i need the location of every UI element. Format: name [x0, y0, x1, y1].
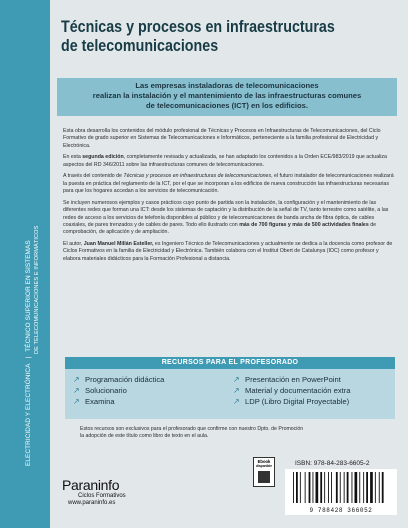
resources-right-column [233, 374, 351, 407]
publisher-name: Paraninfo [62, 477, 120, 493]
arrow-icon: ↗ [233, 397, 240, 406]
publisher-logo [62, 478, 126, 507]
note-line2: la adopción de este título como libro de texto en el aula. [80, 433, 209, 439]
barcode-number: 9 788428 366052 [309, 507, 373, 514]
paragraph-4 [63, 200, 395, 237]
author-intro: El autor, [63, 241, 84, 248]
ebook-sub: disponible [256, 464, 272, 468]
book-title-line1: Técnicas y procesos en infraestructuras [61, 17, 335, 36]
arrow-icon: ↗ [73, 386, 80, 395]
resource-item [233, 385, 351, 396]
resource-item [73, 396, 164, 407]
resource-item [233, 374, 351, 385]
arrow-icon: ↗ [73, 397, 80, 406]
banner-line3: de telecomunicaciones (ICT) en los edificios. [145, 101, 309, 110]
resource-label: Presentación en PowerPoint [245, 375, 341, 384]
teacher-resources-box [65, 357, 395, 419]
banner-line2: realizan la instalación y el mantenimiento de las infraestructuras comunes [92, 91, 362, 100]
publisher-tagline: Ciclos Formativos [78, 493, 126, 499]
arrow-icon: ↗ [233, 386, 240, 395]
resources-heading: RECURSOS PARA EL PROFESORADO [65, 357, 395, 369]
paragraph-1: Esta obra desarrolla los contenidos del módulo profesional de Técnicas y Procesos en Infraestructuras de Telecomunicaciones, del Ciclo Formativo de grado superior en Sistemas de Telecomunicaciones e Informáticos, perteneciente a la familia profesional de Electricidad y Electrónica. [63, 128, 381, 149]
book-title [61, 17, 338, 55]
paragraph-3-italic: Técnicas y procesos en infraestructuras de telecomunicaciones [123, 173, 272, 180]
resource-item [73, 385, 164, 396]
ebook-label: Ebook [257, 459, 271, 464]
description-body [63, 128, 395, 267]
resource-label: Programación didáctica [85, 375, 165, 384]
summary-banner [57, 78, 397, 116]
resources-note [80, 426, 380, 440]
paragraph-3-text-end: , el futuro instalador de telecomunicaciones realizará la puesta en práctica del reglamento de la ICT, por el que se incorporan a los edificios de nueva construcción las infraestructuras necesarias para que los hogares accedan a los servicios de telecomunicación. [63, 173, 394, 195]
spine-separator: | [25, 356, 32, 359]
paragraph-2-text: En esta [63, 154, 83, 161]
barcode [285, 469, 397, 515]
banner-line1: Las empresas instaladoras de telecomunicaciones [135, 81, 319, 90]
resources-left-column [73, 374, 164, 407]
resource-label: Material y documentación extra [245, 386, 351, 395]
arrow-icon: ↗ [73, 375, 80, 384]
spine-degree: TÉCNICO SUPERIOR EN SISTEMAS [25, 240, 32, 352]
paragraph-2-text-end: , completamente revisada y actualizada, se han adaptado los contenidos a la Orden ECE/983/2019 que actualiza aspectos del RD 346/2011 sobre las infraestructuras comunes de telecomunicaciones. [63, 154, 387, 168]
spine-degree-line2: DE TELECOMUNICACIONES E INFORMÁTICOS [34, 225, 40, 354]
resource-label: LDP (Libro Digital Proyectable) [245, 397, 350, 406]
resource-label: Examina [85, 397, 115, 406]
note-line1: Estos recursos son exclusivos para el profesorado que confirme con nuestro Dpto. de Promoción [80, 426, 304, 432]
paragraph-4-text-end: de comprobación, de aplicación y de ampliación. [63, 222, 377, 236]
ebook-icon [258, 471, 270, 483]
barcode-bars [285, 469, 397, 507]
paragraph-2-bold: segunda edición [82, 154, 124, 161]
spine-text [25, 226, 41, 466]
arrow-icon: ↗ [233, 375, 240, 384]
paragraph-4-text: Se incluyen numerosos ejemplos y casos prácticos cuyo punto de partida son la instalación, la configuración y el mantenimiento de las diferentes redes que forman una ICT: desde los sistemas de captación y la distribución de la señal de TV, tanto terrestre como satélite, a las redes de acceso a los servicios de telefonía disponibles al público y de telecomunicaciones de banda ancha de fibra óptica, de cables coaxiales, de pares trenzados y de cables de pares. Todo ello ilustrado con [63, 199, 389, 229]
paragraph-4-bold: más de 700 figuras y más de 500 actividades finales [239, 222, 369, 229]
paragraph-author [63, 241, 395, 263]
isbn-label: ISBN: 978-84-283-6605-2 [295, 460, 370, 467]
paragraph-3-text: A través del contenido de [63, 173, 124, 180]
paragraph-2 [63, 154, 395, 169]
spine [0, 0, 50, 528]
spine-field: ELECTRICIDAD Y ELECTRÓNICA [25, 363, 32, 466]
resource-item [73, 374, 164, 385]
resource-item [233, 396, 351, 407]
resource-label: Solucionario [85, 386, 127, 395]
author-bio: es Ingeniero Técnico de Telecomunicaciones y actualmente se dedica a la docencia como profesor de Ciclos Formativos en la familia de Electricidad y Electrónica. También colabora con el Institut Obert de Catalunya (IOC) como profesor y elabora materiales didácticos para la Formación Profesional a distancia. [63, 241, 393, 262]
author-name: Juan Manuel Millán Esteller, [83, 241, 154, 248]
paragraph-3 [63, 173, 395, 195]
ebook-badge [253, 457, 275, 487]
book-title-line2: de telecomunicaciones [61, 36, 219, 55]
publisher-url: www.paraninfo.es [68, 500, 116, 506]
